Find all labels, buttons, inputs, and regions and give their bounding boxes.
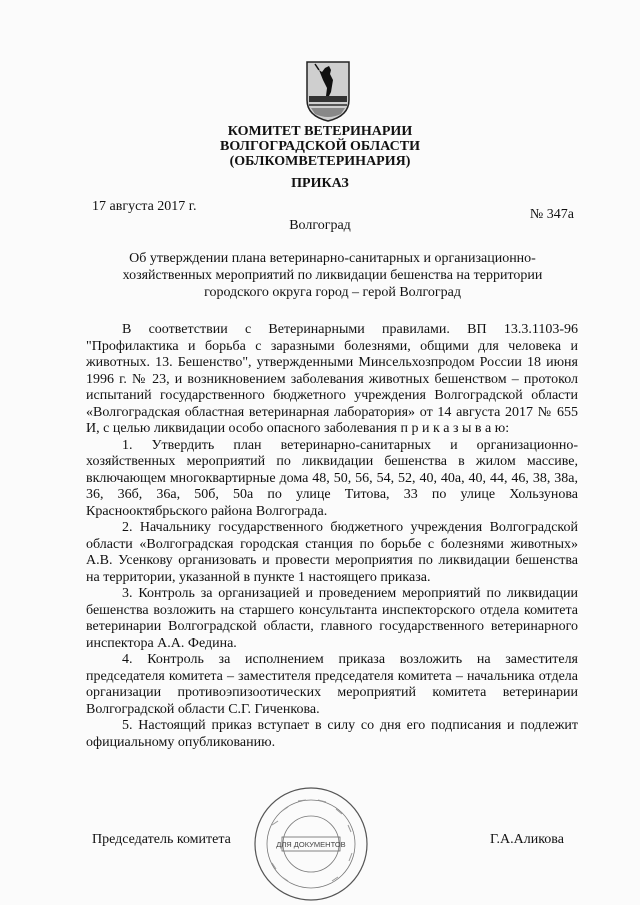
document-type: ПРИКАЗ bbox=[291, 176, 349, 191]
document-title: Об утверждении плана ветеринарно-санитарных и организационно-хозяйственных мероприятий по ликвидации бешенства на территории городского округа город – герой Волгоград bbox=[122, 251, 543, 300]
paragraph-item-3: 3. Контроль за организацией и проведением мероприятий по ликвидации бешенства возложить на старшего консультанта инспекторского отдела комитета ветеринарии Волгоградской области, главного государственного ветеринарного инспектора А.А. Федина. bbox=[86, 586, 578, 651]
paragraph-item-4: 4. Контроль за исполнением приказа возложить на заместителя председателя комитета – заместителя председателя комитета – начальника отдела организации противоэпизоотических мероприятий комитета ветеринарии Волгоградской области С.Г. Гиченкова. bbox=[86, 652, 578, 717]
paragraph-item-5: 5. Настоящий приказ вступает в силу со дня его подписания и подлежит официальному опубликованию. bbox=[86, 718, 578, 750]
document-date: 17 августа 2017 г. bbox=[92, 199, 197, 214]
document-body bbox=[86, 322, 578, 751]
stamp-seal-icon bbox=[252, 785, 370, 903]
paragraph-item-1: 1. Утвердить план ветеринарно-санитарных и организационно-хозяйственных мероприятий по ликвидации бешенства в жилом массиве, включающем многоквартирные дома 48, 50, 56, 54, 52, 40, 40а, 40, 44, 46, 38, 38а, 36, 36б, 36а, 50б, 50а по улице Титова, 33 по улице Хользунова Краснооктябрьского района Волгограда. bbox=[86, 437, 578, 519]
stamp-text: ДЛЯ ДОКУМЕНТОВ bbox=[276, 840, 346, 849]
org-name-line-3: (ОБЛКОМВЕТЕРИНАРИЯ) bbox=[229, 154, 411, 169]
document-city: Волгоград bbox=[289, 218, 351, 233]
coat-of-arms-icon bbox=[305, 60, 351, 122]
document-number: № 347а bbox=[529, 207, 574, 222]
paragraph-preamble: В соответствии с Ветеринарными правилами. ВП 13.3.1103-96 "Профилактика и борьба с заразными болезнями, общими для человека и животных. 13. Бешенство", утвержденными Минсельхозпродом России 18 июня 1996 г. № 23, и возникновением заболевания животных бешенством – протокол испытаний государственного бюджетного учреждения Волгоградской области «Волгоградская областная ветеринарная лаборатория» от 14 августа 2017 № 655 И, с целью ликвидации особо опасного заболевания п р и к а з ы в а ю: bbox=[86, 322, 578, 436]
signatory-name: Г.А.Аликова bbox=[490, 832, 564, 847]
org-name-line-2: ВОЛГОГРАДСКОЙ ОБЛАСТИ bbox=[220, 139, 420, 154]
signatory-position: Председатель комитета bbox=[92, 832, 231, 847]
org-name-line-1: КОМИТЕТ ВЕТЕРИНАРИИ bbox=[227, 124, 413, 139]
paragraph-item-2: 2. Начальнику государственного бюджетного учреждения Волгоградской области «Волгоградская городская станция по борьбе с болезнями животных» А.В. Усенкову организовать и провести мероприятия по ликвидации бешенства на территории, указанной в пункте 1 настоящего приказа. bbox=[86, 520, 578, 585]
